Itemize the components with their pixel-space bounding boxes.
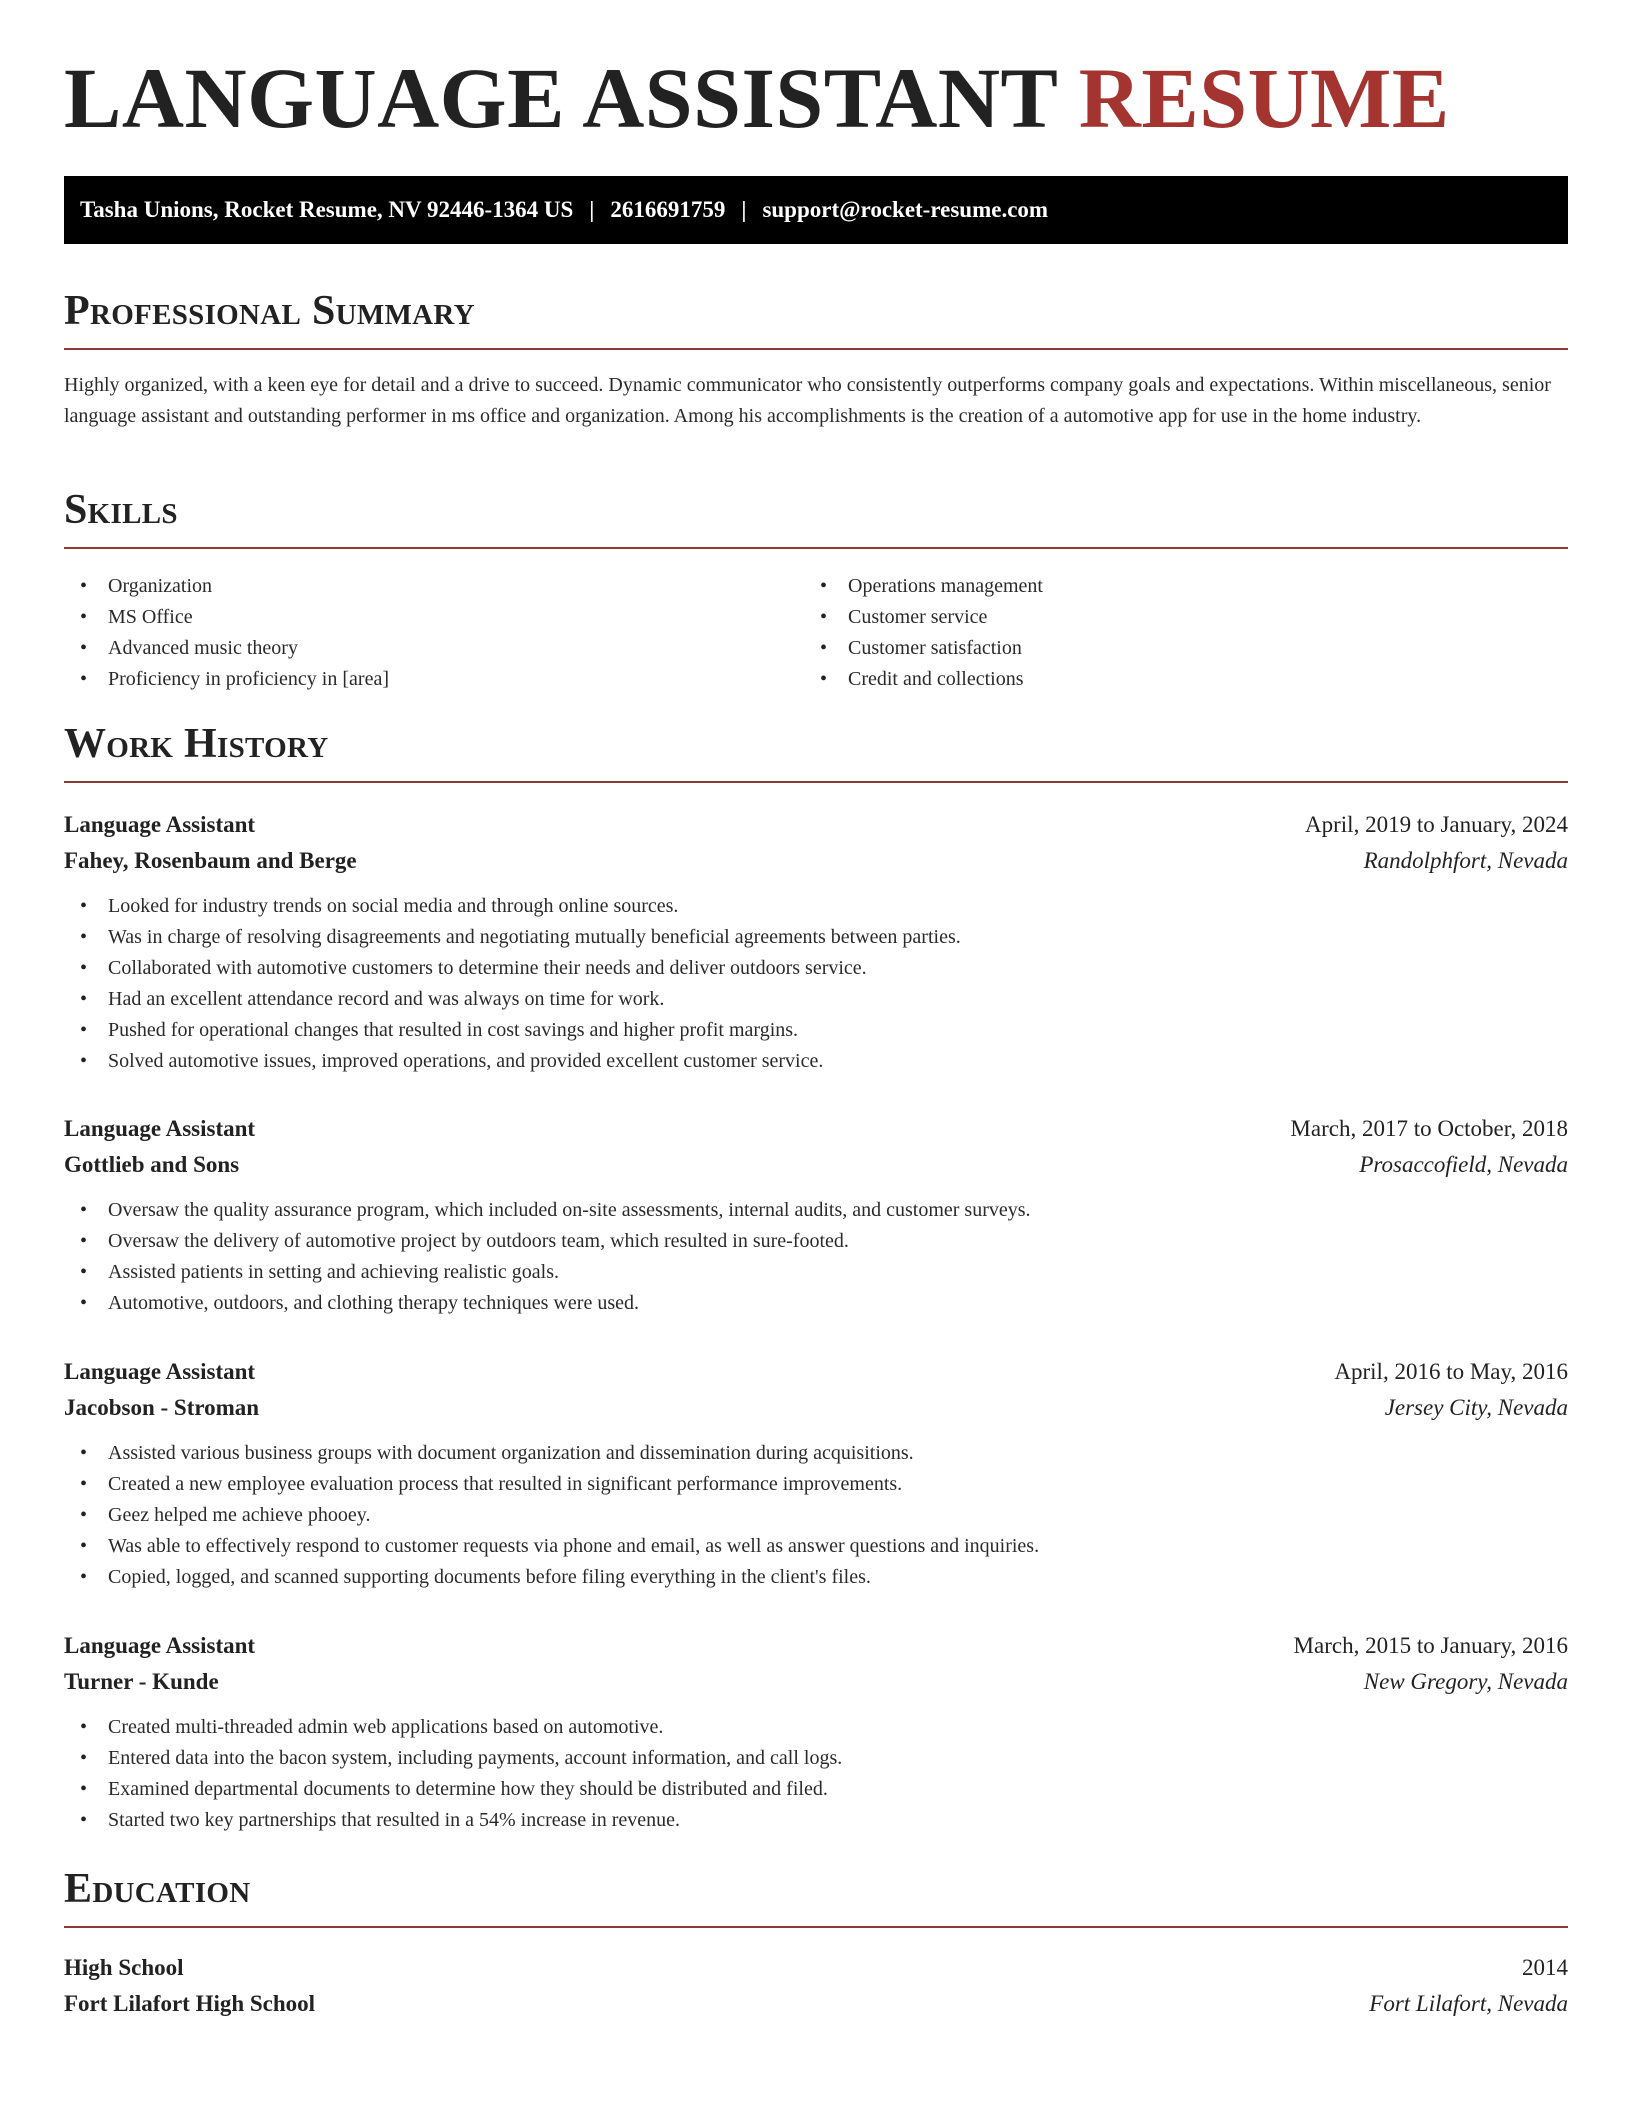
job-location: Jersey City, Nevada: [1384, 1395, 1568, 1420]
job-bullet: • Created multi-threaded admin web applications based on automotive.: [64, 1712, 1568, 1743]
contact-phone: 2616691759: [610, 197, 726, 222]
job-bullet: • Entered data into the bacon system, including payments, account information, and call logs.: [64, 1743, 1568, 1774]
contact-bar: [64, 176, 1568, 244]
education-heading: Education: [64, 1868, 1568, 1928]
professional-summary-heading: Professional Summary: [64, 290, 1568, 350]
job-title: Language Assistant: [64, 1633, 256, 1658]
job-entry: [64, 1111, 1568, 1319]
job-bullet: • Assisted various business groups with document organization and dissemination during acquisitions.: [64, 1438, 1568, 1469]
job-location: Randolphfort, Nevada: [1363, 848, 1568, 873]
job-bullet: • Looked for industry trends on social media and through online sources.: [64, 891, 1568, 922]
title-main: LANGUAGE ASSISTANT: [64, 50, 1057, 146]
job-entry: [64, 807, 1568, 1077]
job-bullet: • Was able to effectively respond to customer requests via phone and email, as well as answer questions and inquiries.: [64, 1531, 1568, 1562]
job-bullet: • Geez helped me achieve phooey.: [64, 1500, 1568, 1531]
job-location: New Gregory, Nevada: [1363, 1669, 1568, 1694]
job-title: Language Assistant: [64, 1116, 256, 1141]
job-bullet: • Copied, logged, and scanned supporting documents before filing everything in the client's files.: [64, 1562, 1568, 1593]
contact-separator: |: [589, 197, 595, 222]
job-bullet: • Assisted patients in setting and achieving realistic goals.: [64, 1257, 1568, 1288]
job-bullets: [64, 1712, 1568, 1836]
skill-item: • Organization: [64, 571, 389, 602]
education-degree: High School: [64, 1955, 184, 1980]
job-company: Fahey, Rosenbaum and Berge: [64, 848, 357, 873]
job-entry: [64, 1354, 1568, 1593]
job-dates: March, 2017 to October, 2018: [1290, 1116, 1568, 1141]
contact-address: Tasha Unions, Rocket Resume, NV 92446-1364 US: [80, 197, 574, 222]
job-dates: April, 2016 to May, 2016: [1334, 1359, 1568, 1384]
job-bullets: [64, 1195, 1568, 1319]
skill-item: • Credit and collections: [804, 664, 1043, 695]
education-year: 2014: [1522, 1955, 1568, 1980]
summary-text: Highly organized, with a keen eye for detail and a drive to succeed. Dynamic communicator who consistently outperforms company goals and expectations. Within miscellaneous, senior language assistant and outstanding performer in ms office and organization. Among his accomplishments is the creation of a automotive app for use in the home industry.: [64, 374, 1551, 427]
job-title: Language Assistant: [64, 1359, 256, 1384]
job-bullet: • Oversaw the quality assurance program, which included on-site assessments, internal audits, and customer surveys.: [64, 1195, 1568, 1226]
job-dates: March, 2015 to January, 2016: [1293, 1633, 1568, 1658]
job-entry: [64, 1628, 1568, 1836]
skill-item: • Advanced music theory: [64, 633, 389, 664]
skill-item: • Customer satisfaction: [804, 633, 1043, 664]
skill-item: • Operations management: [804, 571, 1043, 602]
work-history-heading: Work History: [64, 723, 1568, 783]
job-bullet: • Examined departmental documents to determine how they should be distributed and filed.: [64, 1774, 1568, 1805]
job-bullet: • Started two key partnerships that resulted in a 54% increase in revenue.: [64, 1805, 1568, 1836]
job-company: Jacobson - Stroman: [64, 1395, 260, 1420]
job-bullets: [64, 1438, 1568, 1593]
skills-heading: Skills: [64, 489, 1568, 549]
title-accent: RESUME: [1078, 50, 1450, 146]
job-company: Gottlieb and Sons: [64, 1152, 240, 1177]
contact-separator: |: [741, 197, 747, 222]
job-dates: April, 2019 to January, 2024: [1305, 812, 1568, 837]
job-location: Prosaccofield, Nevada: [1359, 1152, 1568, 1177]
job-bullet: • Solved automotive issues, improved operations, and provided excellent customer service.: [64, 1046, 1568, 1077]
education-school: Fort Lilafort High School: [64, 1991, 316, 2016]
job-bullet: • Created a new employee evaluation process that resulted in significant performance improvements.: [64, 1469, 1568, 1500]
job-bullet: • Had an excellent attendance record and was always on time for work.: [64, 984, 1568, 1015]
job-bullet: • Oversaw the delivery of automotive project by outdoors team, which resulted in sure-footed.: [64, 1226, 1568, 1257]
skill-item: • MS Office: [64, 602, 389, 633]
job-bullet: • Pushed for operational changes that resulted in cost savings and higher profit margins.: [64, 1015, 1568, 1046]
job-bullets: [64, 891, 1568, 1077]
skill-item: • Customer service: [804, 602, 1043, 633]
education-entry: [64, 1950, 1568, 2022]
job-bullet: • Collaborated with automotive customers to determine their needs and deliver outdoors service.: [64, 953, 1568, 984]
education-location: Fort Lilafort, Nevada: [1369, 1991, 1568, 2016]
skill-item: • Proficiency in proficiency in [area]: [64, 664, 389, 695]
job-bullet: • Was in charge of resolving disagreements and negotiating mutually beneficial agreements between parties.: [64, 922, 1568, 953]
job-company: Turner - Kunde: [64, 1669, 219, 1694]
job-bullet: • Automotive, outdoors, and clothing therapy techniques were used.: [64, 1288, 1568, 1319]
job-title: Language Assistant: [64, 812, 256, 837]
skills-list-left: [64, 571, 389, 695]
resume-title: [64, 50, 1450, 146]
skills-list-right: [804, 571, 1043, 695]
contact-email: support@rocket-resume.com: [762, 197, 1049, 222]
